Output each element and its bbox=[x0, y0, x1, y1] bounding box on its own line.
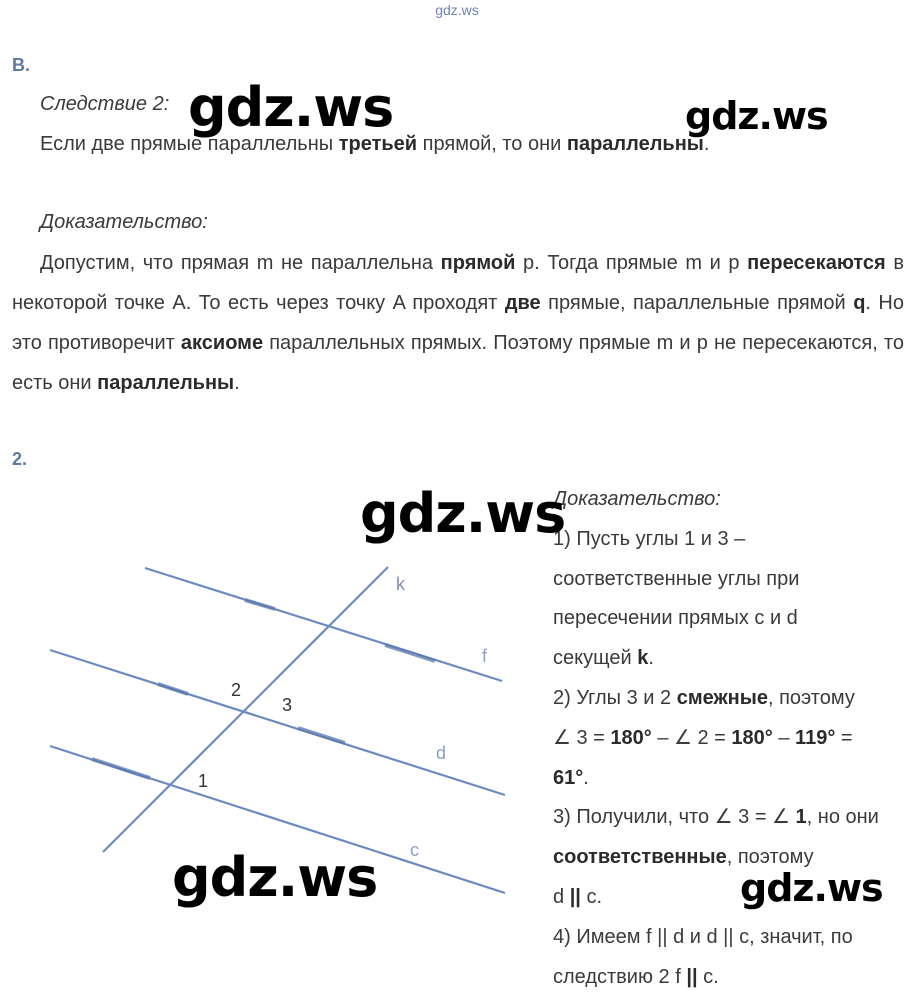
proof-title-2: Доказательство: bbox=[553, 488, 721, 510]
proof-title-b: Доказательство: bbox=[40, 211, 208, 233]
line-d bbox=[50, 650, 505, 795]
proof-line: 2) Углы 3 и 2 смежные, поэтому bbox=[553, 686, 855, 709]
proof-line: 4) Имеем f || d и d || c, значит, по bbox=[553, 925, 853, 948]
proof-line: d || c. bbox=[553, 885, 603, 908]
proof-column-2 bbox=[553, 480, 914, 997]
proof-line: 3) Получили, что ∠ 3 = ∠ 1, но они bbox=[553, 806, 879, 829]
proof-line: 61°. bbox=[553, 766, 589, 789]
line-f bbox=[145, 568, 502, 681]
proof-line: пересечении прямых c и d bbox=[553, 607, 798, 630]
proof-paragraph-b: Допустим, что прямая m не параллельна прямой p. Тогда прямые m и p пересекаются в некоторой точке A. То есть через точку A проходят две прямые, параллельные прямой q. Но это противоречит аксиоме параллельных прямых. Поэтому прямые m и p не пересекаются, то есть они параллельны. bbox=[12, 252, 905, 394]
proof-line: секущей k. bbox=[553, 647, 654, 670]
label-c: c bbox=[410, 840, 419, 860]
watermark: gdz.ws bbox=[172, 846, 378, 909]
label-angle-3: 3 bbox=[282, 695, 293, 715]
watermark: gdz.ws bbox=[685, 94, 828, 138]
proof-line: ∠ 3 = 180° – ∠ 2 = 180° – 119° = bbox=[553, 726, 853, 749]
label-d: d bbox=[436, 743, 447, 763]
label-angle-2: 2 bbox=[231, 680, 242, 700]
proof-line: 1) Пусть углы 1 и 3 – bbox=[553, 527, 746, 550]
label-k: k bbox=[396, 574, 405, 594]
watermark: gdz.ws bbox=[360, 482, 566, 545]
label-f: f bbox=[482, 646, 488, 666]
corollary-statement: Если две прямые параллельны третьей прямой, то они параллельны. bbox=[40, 133, 710, 155]
proof-line: соответственные углы при bbox=[553, 567, 800, 590]
proof-line: соответственные, поэтому bbox=[553, 846, 814, 869]
corollary-title: Следствие 2: bbox=[40, 93, 170, 115]
section-2-label: 2. bbox=[12, 449, 28, 469]
watermark: gdz.ws bbox=[740, 866, 883, 910]
top-watermark: gdz.ws bbox=[435, 2, 479, 18]
section-b-label: В. bbox=[12, 55, 30, 75]
proof-line: следствию 2 f || c. bbox=[553, 965, 719, 988]
label-angle-1: 1 bbox=[198, 771, 209, 791]
watermark: gdz.ws bbox=[188, 76, 394, 139]
